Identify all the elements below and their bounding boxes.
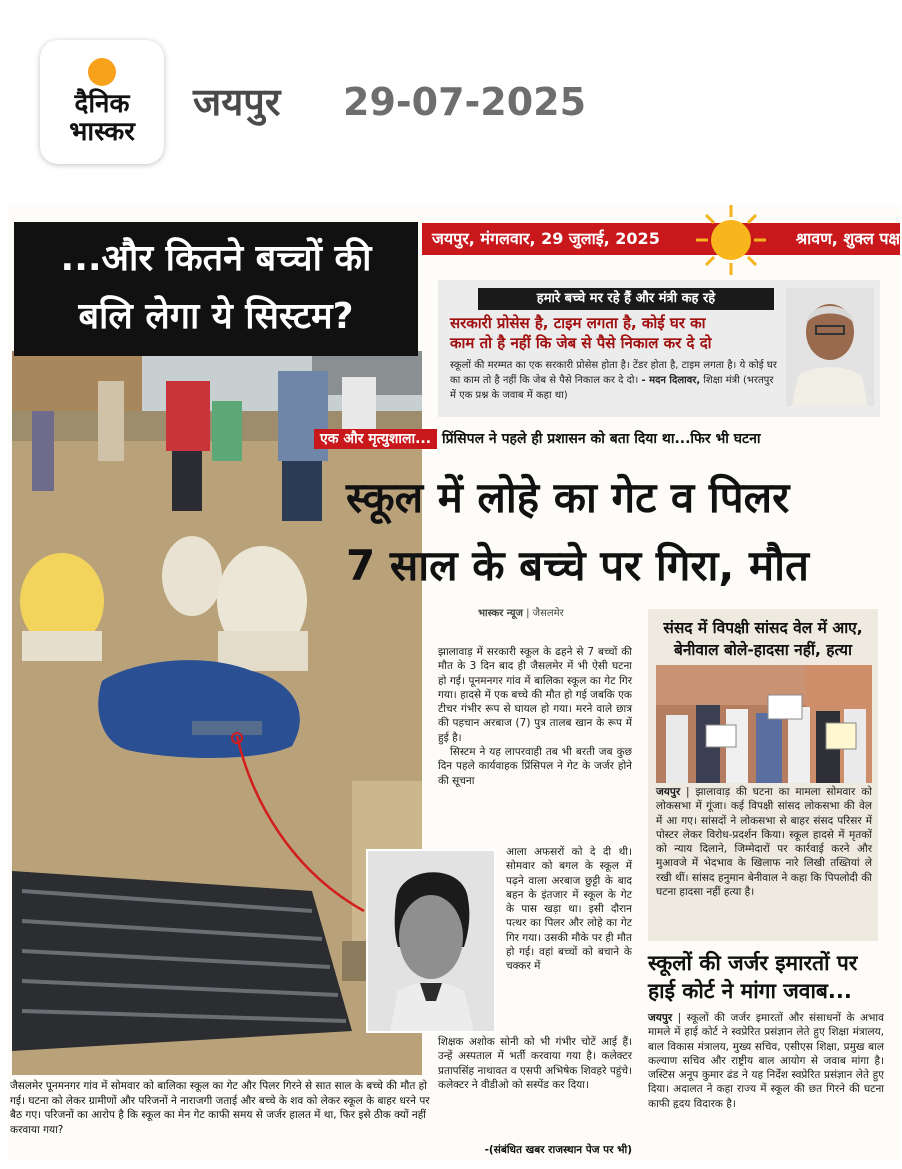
high-court-headline-line2: हाई कोर्ट ने मांगा जवाब... xyxy=(648,979,852,1003)
high-court-headline-line1: स्कूलों की जर्जर इमारतों पर xyxy=(648,951,858,975)
lead-story-column-a xyxy=(438,645,632,788)
lead-para2-column: आला अफसरों को दे दी थी। सोमवार को बगल के स्कूल में पढ़ने वाला अरबाज छुट्टी के बाद बहन के इंतजार में स्कूल के गेट के पास खड़ा था। इसी दौरान पत्थर का पिलर और लोहे का गेट गिर गया। उसकी मौके पर ही मौत हो गई। वहां बच्चों को बचाने के चक्कर में xyxy=(506,846,632,973)
lead-para1: झालावाड़ में सरकारी स्कूल के ढहने से 7 बच्चों की मौत के 3 दिन बाद ही जैसलमेर में भी ऐसी घटना हो गई। पूनमनगर गांव में बालिका स्कूल का गेट गिर गया। हादसे में एक बच्चे की मौत हो गई जबकि एक टीचर गंभीर रूप से घायल हो गया। मरने वाले छात्र की पहचान अरबाज (7) पुत्र तालब खान के रूप में हुई है। xyxy=(438,646,632,744)
protest-illustration xyxy=(656,665,872,783)
quote-body xyxy=(450,358,780,403)
edition-date: 29-07-2025 xyxy=(343,80,587,124)
minister-photo xyxy=(786,288,874,406)
parliament-body-text: झालावाड़ की घटना का मामला सोमवार को लोकसभा में गूंजा। कई विपक्षी सांसद लोकसभा की वेल में आ गए। सांसदों ने लोकसभा से बाहर संसद परिसर में पोस्टर लेकर विरोध-प्रदर्शन किया। स्कूल हादसे में मृतकों को न्याय दिलाने, जिम्मेदारों पर कार्रवाई करने और मुआवजे में भेदभाव के खिलाफ नारे लिखी तख्तियां ले रखी थीं। सांसद हनुमान बेनीवाल ने कहा कि पिपलोदी की घटना हादसा नहीं हत्या है। xyxy=(656,786,873,899)
lead-story-column-c xyxy=(438,1035,632,1092)
edition-city: जयपुर xyxy=(193,80,281,124)
lead-para2-start: सिस्टम ने यह लापरवाही तब भी बरती जब कुछ दिन पहले कार्यवाहक प्रिंसिपल ने गेट के जर्जर होने की सूचना xyxy=(438,746,632,787)
lead-story-continuation: -(संबंधित खबर राजस्थान पेज पर भी) xyxy=(484,1144,632,1156)
scene-illustration xyxy=(12,351,422,1075)
quote-attribution-name: - मदन दिलावर, xyxy=(641,375,701,386)
masthead-band xyxy=(422,223,900,255)
byline-place: जैसलमेर xyxy=(532,608,564,619)
main-headline-box xyxy=(14,222,418,356)
logo-text-line1: दैनिक xyxy=(74,89,130,119)
logo-sun-icon xyxy=(88,58,116,86)
parliament-story-body: जयपुर | झालावाड़ की घटना का मामला सोमवार को लोकसभा में गूंजा। कई विपक्षी सांसद लोकसभा की वेल में आ गए। सांसदों ने लोकसभा से बाहर संसद परिसर में पोस्टर लेकर विरोध-प्रदर्शन किया। स्कूल हादसे में मृतकों को न्याय दिलाने, जिम्मेदारों पर कार्रवाई करने और मुआवजे में भेदभाव के खिलाफ नारे लिखी तख्तियां ले रखी थीं। सांसद हनुमान बेनीवाल ने कहा कि पिपलोदी की घटना हादसा नहीं हत्या है। xyxy=(656,786,873,899)
quote-headline-line1: सरकारी प्रोसेस है, टाइम लगता है, कोई घर का xyxy=(450,314,706,332)
byline-source: भास्कर न्यूज xyxy=(478,608,523,619)
parliament-protest-photo xyxy=(656,665,872,783)
lead-para2-end: शिक्षक अशोक सोनी को भी गंभीर चोटें आई हैं। उन्हें अस्पताल में भर्ती करवाया गया है। कलेक्टर प्रतापसिंह नाथावत व एसपी अभिषेक शिवहरे पहुंचे। कलेक्टर ने वीडीओ को सस्पेंड कर दिया। xyxy=(438,1036,632,1091)
newspaper-page[interactable] xyxy=(8,205,900,1160)
high-court-body-text: स्कूलों की जर्जर इमारतों और संसाधनों के अभाव मामले में हाई कोर्ट ने स्वप्रेरित प्रसंज्ञान लेते हुए शिक्षा मंत्रालय, बाल विकास मंत्रालय, मुख्य सचिव, एसीएस शिक्षा, प्रमुख बाल कल्याण सचिव और राष्ट्रीय बाल आयोग से जवाब मांगा है। जस्टिस अनूप कुमार ढंड ने यह निर्देश स्वप्रेरित प्रसंज्ञान लेते हुए दिया। अदालत ने कहा राज्य में स्कूल की छत गिरने की घटना काफी हृदय विदारक है। xyxy=(648,1012,884,1110)
parliament-dateline: जयपुर xyxy=(656,786,681,798)
high-court-story-body: जयपुर | स्कूलों की जर्जर इमारतों और संसाधनों के अभाव मामले में हाई कोर्ट ने स्वप्रेरित प्रसंज्ञान लेते हुए शिक्षा मंत्रालय, बाल विकास मंत्रालय, मुख्य सचिव, एसीएस शिक्षा, प्रमुख बाल कल्याण सचिव और राष्ट्रीय बाल आयोग से जवाब मांगा है। जस्टिस अनूप कुमार ढंड ने यह निर्देश स्वप्रेरित प्रसंज्ञान लेते हुए दिया। अदालत ने कहा राज्य में स्कूल की छत गिरने की घटना काफी हृदय विदारक है। xyxy=(648,1012,884,1110)
lead-kicker xyxy=(314,427,894,451)
minister-photo-illustration xyxy=(786,288,874,406)
quote-attribution-role: शिक्षा मंत्री (भरतपुर में एक प्रश्न के जवाब में कहा था) xyxy=(450,375,774,401)
sun-icon xyxy=(694,205,768,277)
victim-portrait xyxy=(366,849,496,1033)
masthead-date: जयपुर, मंगलवार, 29 जुलाई, 2025 xyxy=(432,229,660,248)
quote-body-text: स्कूलों की मरम्मत का एक सरकारी प्रोसेस होता है। टेंडर होता है, टाइम लगता है। ये कोई घर का काम तो है नहीं कि जेब से पैसे निकाल कर दे दो। xyxy=(450,360,777,386)
masthead-tithi: श्रावण, शुक्ल पक्ष xyxy=(795,229,900,248)
parliament-headline-line2: बेनीवाल बोले-हादसा नहीं, हत्या xyxy=(673,641,853,659)
accident-scene-photo xyxy=(12,351,422,1075)
quote-headline-line2: काम तो है नहीं कि जेब से पैसे निकाल कर दे दो xyxy=(450,334,712,352)
main-headline-line2: बलि लेगा ये सिस्टम? xyxy=(78,296,354,337)
lead-story-column-b xyxy=(506,845,632,974)
kicker-text: प्रिंसिपल ने पहले ही प्रशासन को बता दिया था...फिर भी घटना xyxy=(441,431,761,447)
minister-quote-box xyxy=(438,280,880,417)
photo-caption: जैसलमेर पूनमनगर गांव में सोमवार को बालिका स्कूल का गेट और पिलर गिरने से सात साल के बच्चे की मौत हो गई। घटना को लेकर ग्रामीणों और परिजनों ने नाराजगी जताई और बच्चे के शव को लेकर स्कूल के बाहर धरने पर बैठ गए। परिजनों का आरोप है कि स्कूल का मेन गेट काफी समय से जर्जर हालत में था, फिर इसे ठीक क्यों नहीं करवाया गया? xyxy=(10,1080,430,1136)
lead-headline-line2: 7 साल के बच्चे पर गिरा, मौत xyxy=(346,541,809,590)
parliament-headline xyxy=(648,617,878,661)
victim-portrait-illustration xyxy=(368,851,494,1031)
main-headline-line1: ...और कितने बच्चों की xyxy=(60,238,372,279)
kicker-highlight: एक और मृत्युशाला... xyxy=(314,429,437,449)
quote-label: हमारे बच्चे मर रहे हैं और मंत्री कह रहे xyxy=(478,288,774,310)
lead-byline: भास्कर न्यूज | जैसलमेर xyxy=(478,608,564,619)
logo-text-line2: भास्कर xyxy=(69,117,135,147)
parliament-story-box xyxy=(648,609,878,941)
parliament-headline-line1: संसद में विपक्षी सांसद वेल में आए, xyxy=(663,619,863,637)
app-logo[interactable] xyxy=(40,40,164,164)
high-court-dateline: जयपुर xyxy=(648,1012,673,1024)
lead-headline-line1: स्कूल में लोहे का गेट व पिलर xyxy=(346,473,790,522)
